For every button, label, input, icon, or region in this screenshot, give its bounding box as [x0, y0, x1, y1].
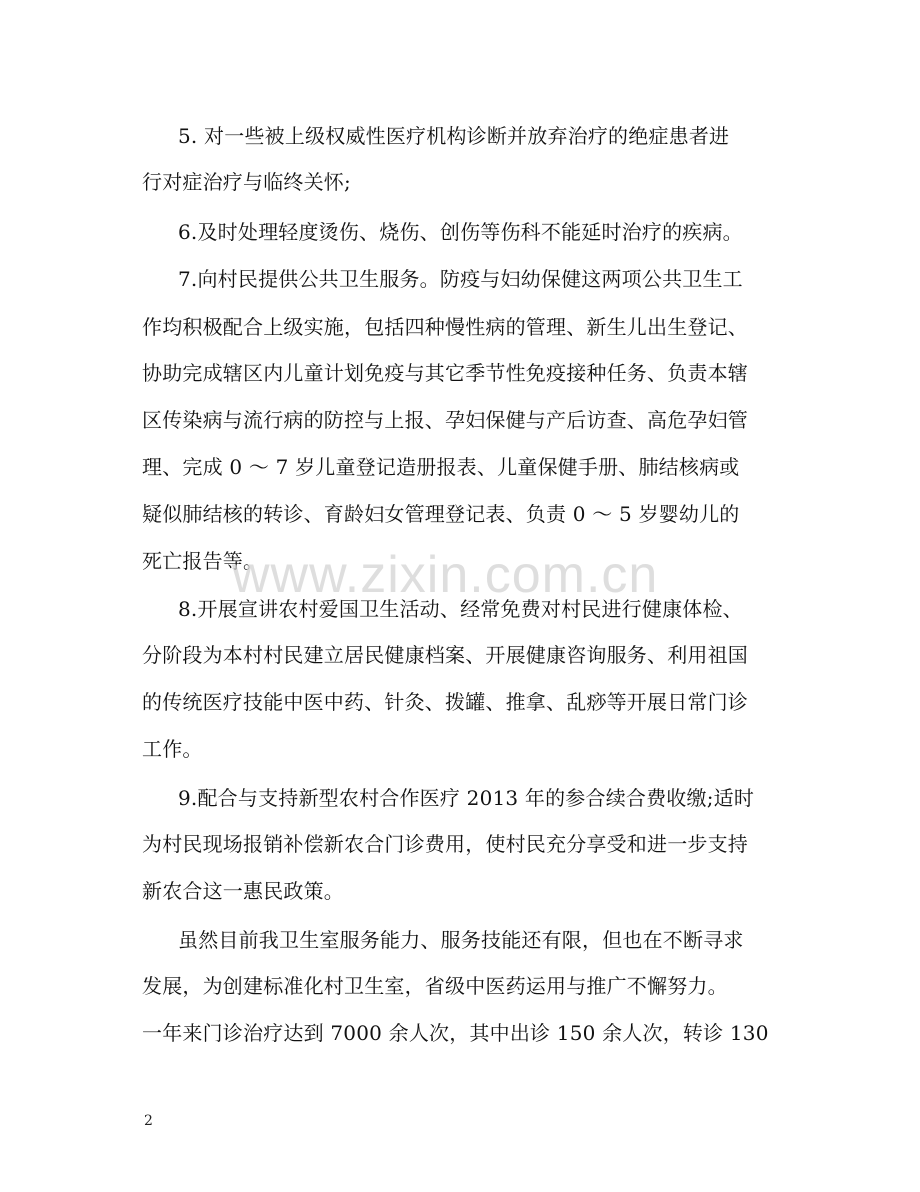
text-line: 新农合这一惠民政策。: [142, 879, 344, 903]
text-line: 区传染病与流行病的防控与上报、孕妇保健与产后访查、高危孕妇管: [142, 408, 748, 432]
text-line: 虽然目前我卫生室服务能力、服务技能还有限，但也在不断寻求: [178, 928, 744, 952]
text-line: 疑似肺结核的转诊、育龄妇女管理登记表、负责 0 ～ 5 岁婴幼儿的: [142, 502, 740, 526]
text-line: 死亡报告等。: [142, 549, 264, 573]
text-line: 5. 对一些被上级权威性医疗机构诊断并放弃治疗的绝症患者进: [178, 124, 730, 148]
text-line: 理、完成 0 ～ 7 岁儿童登记造册报表、儿童保健手册、肺结核病或: [142, 455, 740, 479]
text-line: 发展，为创建标准化村卫生室，省级中医药运用与推广不懈努力。: [142, 974, 728, 998]
watermark: www.zixin.com.cn: [232, 546, 659, 604]
text-line: 6.及时处理轻度烫伤、烧伤、创伤等伤科不能延时治疗的疾病。: [178, 220, 743, 244]
text-line: 作均积极配合上级实施，包括四种慢性病的管理、新生儿出生登记、: [142, 315, 748, 339]
text-line: 一年来门诊治疗达到 7000 余人次，其中出诊 150 余人次，转诊 130: [142, 1021, 769, 1045]
text-line: 分阶段为本村村民建立居民健康档案、开展健康咨询服务、利用祖国: [142, 643, 748, 667]
text-line: 协助完成辖区内儿童计划免疫与其它季节性免疫接种任务、负责本辖: [142, 361, 748, 385]
text-line: 行对症治疗与临终关怀;: [142, 170, 351, 194]
text-line: 的传统医疗技能中医中药、针灸、拨罐、推拿、乱痧等开展日常门诊: [142, 690, 748, 714]
text-line: 工作。: [142, 737, 203, 761]
text-line: 9.配合与支持新型农村合作医疗 2013 年的参合续合费收缴;适时: [178, 786, 755, 810]
text-line: 8.开展宣讲农村爱国卫生活动、经常免费对村民进行健康体检、: [178, 597, 743, 621]
text-line: 7.向村民提供公共卫生服务。防疫与妇幼保健这两项公共卫生工: [178, 267, 743, 291]
page-number: 2: [144, 1113, 153, 1129]
text-line: 为村民现场报销补偿新农合门诊费用，使村民充分享受和进一步支持: [142, 832, 748, 856]
